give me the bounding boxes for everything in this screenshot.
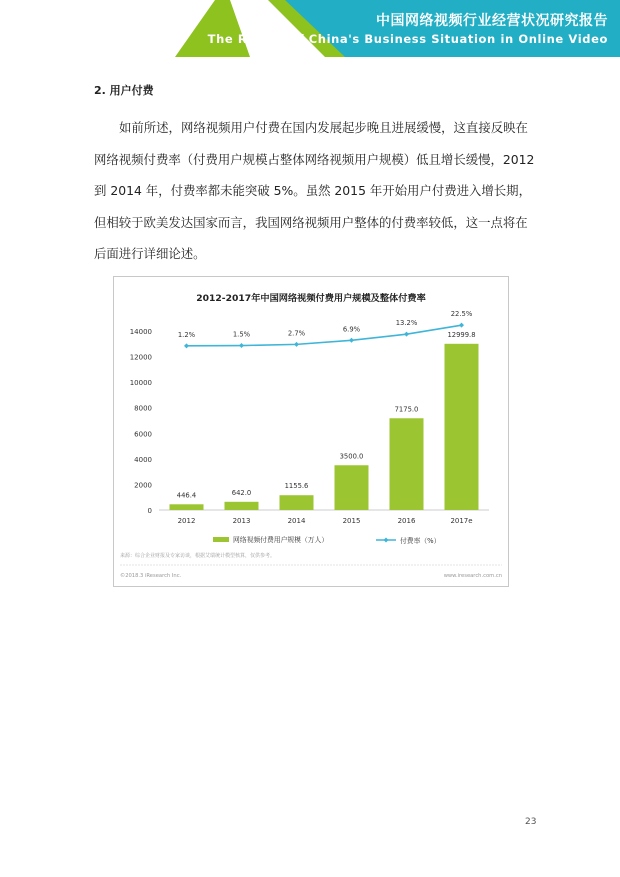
chart-container <box>113 276 509 587</box>
paragraph-line: 后面进行详细论述。 <box>94 246 206 261</box>
y-tick-label: 14000 <box>129 328 152 336</box>
legend-bar-label: 网络视频付费用户规模（万人） <box>233 536 329 544</box>
bar-value-label: 642.0 <box>231 488 252 497</box>
bar-value-label: 12999.8 <box>447 330 476 339</box>
bar <box>170 504 204 510</box>
y-tick-label: 4000 <box>134 455 152 464</box>
legend-line-label: 付费率（%） <box>400 537 441 545</box>
body-paragraph <box>94 112 535 270</box>
y-tick-label: 6000 <box>134 430 152 439</box>
paragraph-line: 到 2014 年，付费率都未能突破 5%。虽然 2015 年开始用户付费进入增长期， <box>94 183 531 198</box>
x-tick-label: 2012 <box>177 517 196 525</box>
rate-point <box>404 332 409 337</box>
bar <box>225 502 259 510</box>
bar <box>445 344 479 510</box>
chart-copyright: ©2018.3 iResearch Inc. <box>120 573 182 579</box>
x-tick-label: 2016 <box>397 517 416 525</box>
bar-value-label: 1155.6 <box>284 482 309 491</box>
rate-value-label: 1.5% <box>232 330 251 339</box>
y-tick-label: 2000 <box>134 481 152 490</box>
bar-value-label: 3500.0 <box>339 452 364 461</box>
rate-value-label: 6.9% <box>342 325 361 334</box>
chart-website: www.iresearch.com.cn <box>443 573 502 579</box>
bar-value-label: 446.4 <box>176 491 197 500</box>
x-tick-label: 2015 <box>342 517 361 525</box>
bar <box>335 465 369 510</box>
legend-line-marker <box>384 538 389 543</box>
bar <box>390 418 424 510</box>
chart-svg <box>114 277 508 586</box>
paragraph-line: 网络视频付费率（付费用户规模占整体网络视频用户规模）低且增长缓慢，2012 <box>94 151 535 167</box>
rate-value-label: 22.5% <box>450 310 473 319</box>
x-tick-label: 2017e <box>450 517 473 525</box>
bar-value-label: 7175.0 <box>394 405 419 414</box>
x-tick-label: 2013 <box>232 517 251 525</box>
y-tick-label: 8000 <box>134 404 152 413</box>
y-tick-label: 10000 <box>129 379 152 388</box>
rate-value-label: 1.2% <box>177 330 196 339</box>
header-title: 中国网络视频行业经营状况研究报告 <box>376 13 608 29</box>
rate-point <box>294 342 299 347</box>
report-header <box>0 0 620 57</box>
rate-point <box>184 343 189 348</box>
section-title: 2. 用户付费 <box>94 84 154 97</box>
x-tick-label: 2014 <box>287 517 306 525</box>
page-number: 23 <box>525 817 537 827</box>
paragraph-line: 如前所述，网络视频用户付费在国内发展起步晚且进展缓慢，这直接反映在 <box>119 120 528 135</box>
bar <box>280 495 314 510</box>
rate-value-label: 13.2% <box>395 319 418 328</box>
chart-source: 来源：综合企业财报及专家访谈，根据艾瑞统计模型核算，仅供参考。 <box>120 553 276 559</box>
chart-title: 2012-2017年中国网络视频付费用户规模及整体付费率 <box>196 293 426 304</box>
y-tick-label: 0 <box>147 507 152 515</box>
rate-value-label: 2.7% <box>287 329 306 338</box>
rate-point <box>459 323 464 328</box>
rate-point <box>239 343 244 348</box>
rate-point <box>349 338 354 343</box>
legend-bar-swatch <box>213 537 229 542</box>
header-subtitle: The Report of China's Business Situation in Online Video <box>207 32 608 46</box>
y-tick-label: 12000 <box>129 353 152 362</box>
paragraph-line: 但相较于欧美发达国家而言，我国网络视频用户整体的付费率较低，这一点将在 <box>94 214 528 230</box>
rate-line <box>187 325 462 346</box>
